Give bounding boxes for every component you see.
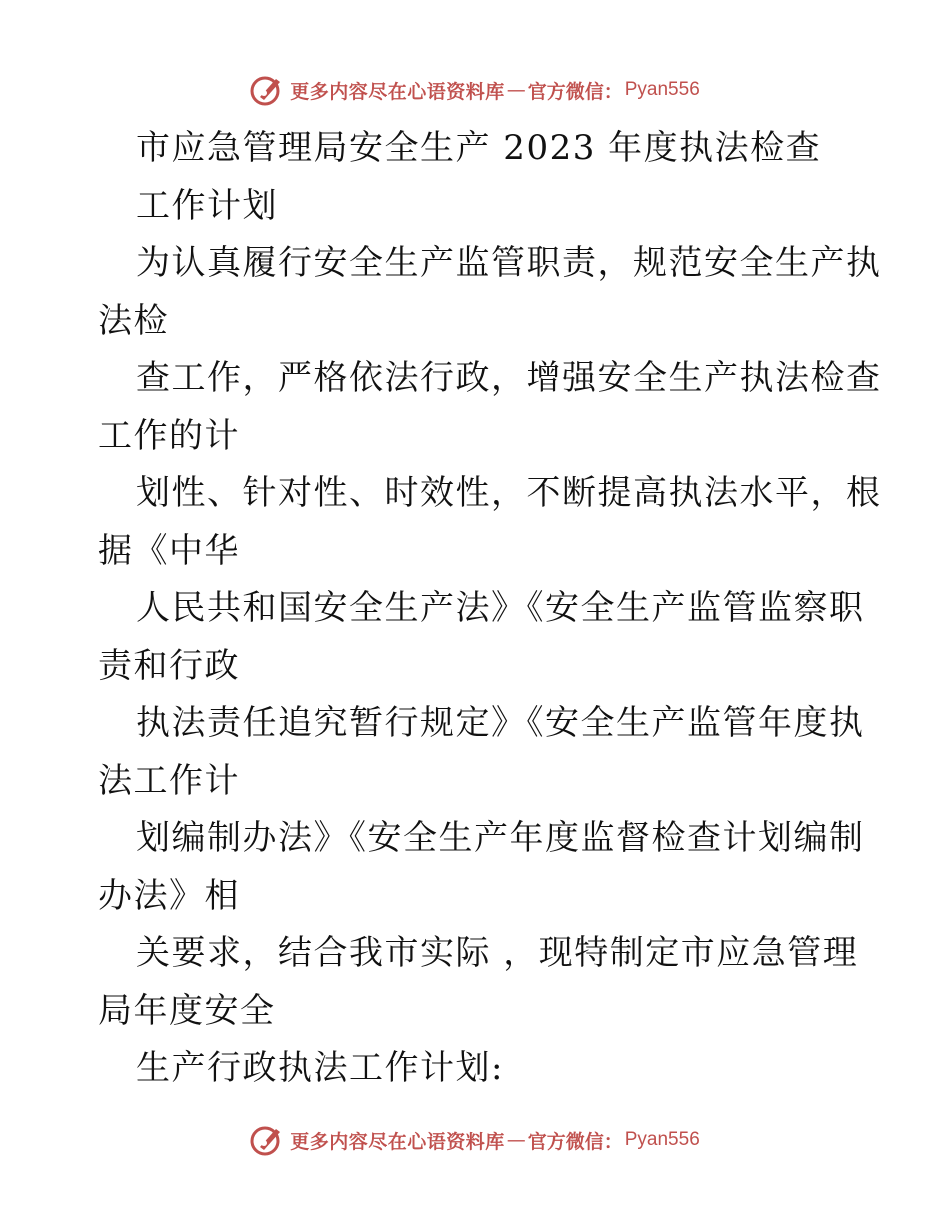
watermark-wechat-id: Pyan556 bbox=[624, 1129, 700, 1150]
watermark-wechat-label: 官方微信： bbox=[527, 1130, 623, 1153]
paragraph-line: 责和行政 bbox=[98, 645, 240, 686]
paragraph-line: 据《中华 bbox=[98, 530, 240, 571]
paragraph-line: 局年度安全 bbox=[98, 990, 276, 1031]
paragraph-line: 查工作，严格依法行政，增强安全生产执法检查 bbox=[136, 358, 882, 398]
watermark-wechat-label: 官方微信： bbox=[527, 80, 623, 103]
pen-circle-logo-icon bbox=[250, 1123, 284, 1157]
watermark-wechat-id: Pyan556 bbox=[624, 79, 700, 100]
paragraph-line: 办法》相 bbox=[98, 875, 240, 916]
paragraph-line: 工作的计 bbox=[98, 415, 240, 456]
pen-circle-logo-icon bbox=[250, 73, 284, 107]
paragraph-line: 法工作计 bbox=[98, 760, 240, 801]
document-body bbox=[98, 120, 882, 1098]
paragraph-line: 执法责任追究暂行规定》《安全生产监管年度执 bbox=[136, 703, 865, 743]
paragraph-line: 划性、针对性、时效性，不断提高执法水平，根 bbox=[136, 473, 882, 513]
paragraph-line: 划编制办法》《安全生产年度监督检查计划编制 bbox=[136, 818, 865, 858]
watermark-header bbox=[0, 70, 950, 110]
watermark-dash: — bbox=[506, 1129, 526, 1151]
document-title-line-1: 市应急管理局安全生产 2023 年度执法检查 bbox=[136, 128, 822, 168]
document-title-line-2: 工作计划 bbox=[136, 185, 278, 226]
watermark-footer bbox=[0, 1120, 950, 1160]
paragraph-line: 生产行政执法工作计划: bbox=[136, 1048, 504, 1088]
watermark-site-text: 更多内容尽在心语资料库 bbox=[290, 80, 505, 103]
paragraph-line: 关要求，结合我市实际 ，现特制定市应急管理 bbox=[136, 933, 859, 973]
watermark-dash: — bbox=[506, 79, 526, 101]
watermark-site-text: 更多内容尽在心语资料库 bbox=[290, 1130, 505, 1153]
paragraph-line: 人民共和国安全生产法》《安全生产监管监察职 bbox=[136, 588, 865, 628]
paragraph-line: 为认真履行安全生产监管职责，规范安全生产执 bbox=[136, 243, 882, 283]
paragraph-line: 法检 bbox=[98, 300, 169, 341]
